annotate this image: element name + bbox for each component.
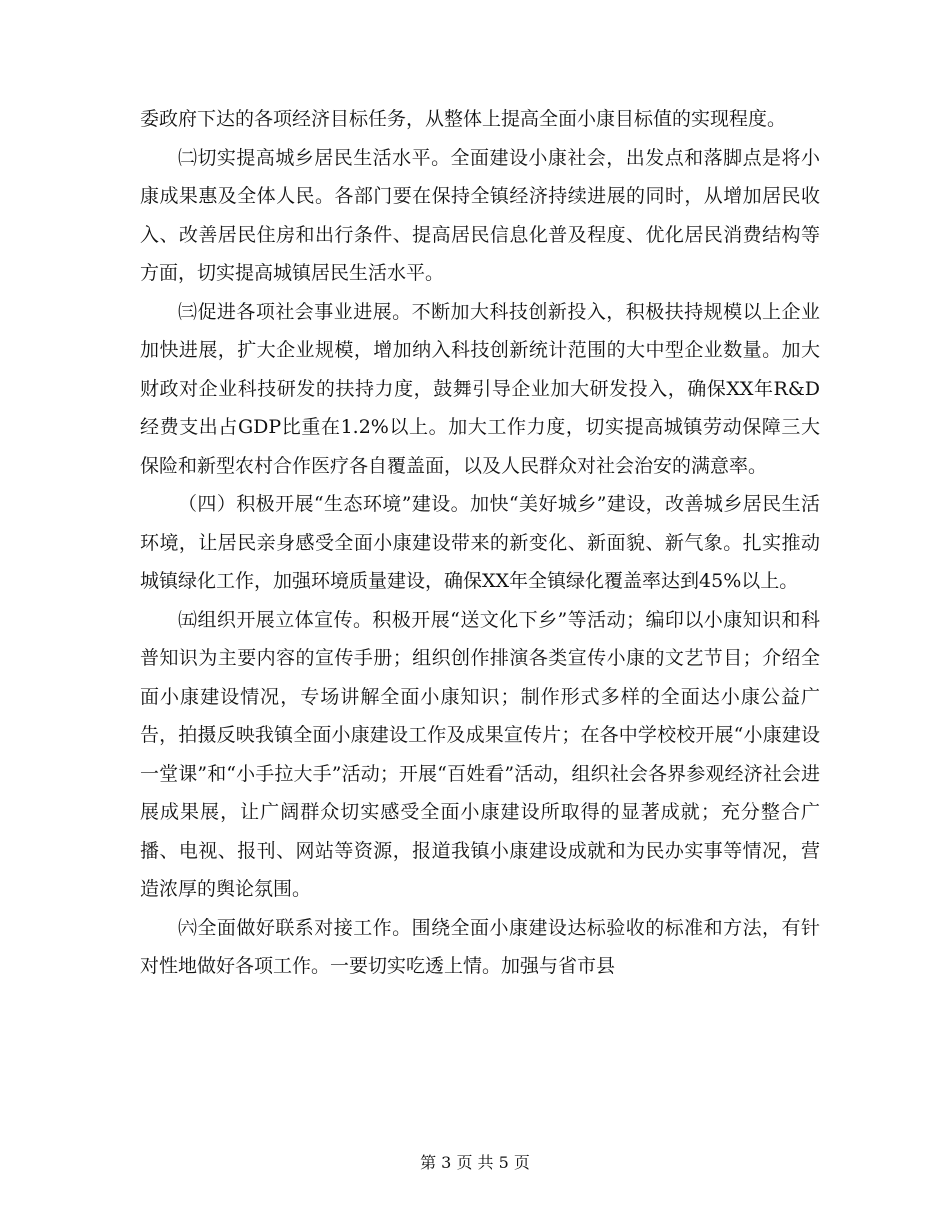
page-number-footer: 第 3 页 共 5 页	[420, 1153, 530, 1172]
paragraph-ecological-environment: （四）积极开展“生态环境”建设。加快“美好城乡”建设，改善城乡居民生活环境，让居民亲身感受全面小康建设带来的新变化、新面貌、新气象。扎实推动城镇绿化工作，加强环境质量建设，确保XX年全镇绿化覆盖率达到45%以上。	[140, 493, 820, 592]
paragraph-social-development: ㈢促进各项社会事业进展。不断加大科技创新投入，积极扶持规模以上企业加快进展，扩大企业规模，增加纳入科技创新统计范围的大中型企业数量。加大财政对企业科技研发的扶持力度，鼓舞引导企业加大研发投入，确保XX年R&D经费支出占GDP比重在1.2%以上。加大工作力度，切实提高城镇劳动保障三大保险和新型农村合作医疗各自覆盖面，以及人民群众对社会治安的满意率。	[140, 300, 820, 477]
paragraph-continuation: 委政府下达的各项经济目标任务，从整体上提高全面小康目标值的实现程度。	[140, 108, 787, 130]
paragraph-living-standards: ㈡切实提高城乡居民生活水平。全面建设小康社会，出发点和落脚点是将小康成果惠及全体人民。各部门要在保持全镇经济持续进展的同时，从增加居民收入、改善居民住房和出行条件、提高居民信息化普及程度、优化居民消费结构等方面，切实提高城镇居民生活水平。	[140, 146, 820, 284]
paragraph-liaison: ㈥全面做好联系对接工作。围绕全面小康建设达标验收的标准和方法，有针对性地做好各项工作。一要切实吃透上情。加强与省市县	[140, 916, 820, 977]
paragraph-publicity: ㈤组织开展立体宣传。积极开展“送文化下乡”等活动；编印以小康知识和科普知识为主要内容的宣传手册；组织创作排演各类宣传小康的文艺节目；介绍全面小康建设情况，专场讲解全面小康知识；制作形式多样的全面达小康公益广告，拍摄反映我镇全面小康建设工作及成果宣传片；在各中学校校开展“小康建设一堂课”和“小手拉大手”活动；开展“百姓看”活动，组织社会各界参观经济社会进展成果展，让广阔群众切实感受全面小康建设所取得的显著成就；充分整合广播、电视、报刊、网站等资源，报道我镇小康建设成就和为民办实事等情况，营造浓厚的舆论氛围。	[140, 608, 820, 900]
document-body	[140, 100, 820, 986]
